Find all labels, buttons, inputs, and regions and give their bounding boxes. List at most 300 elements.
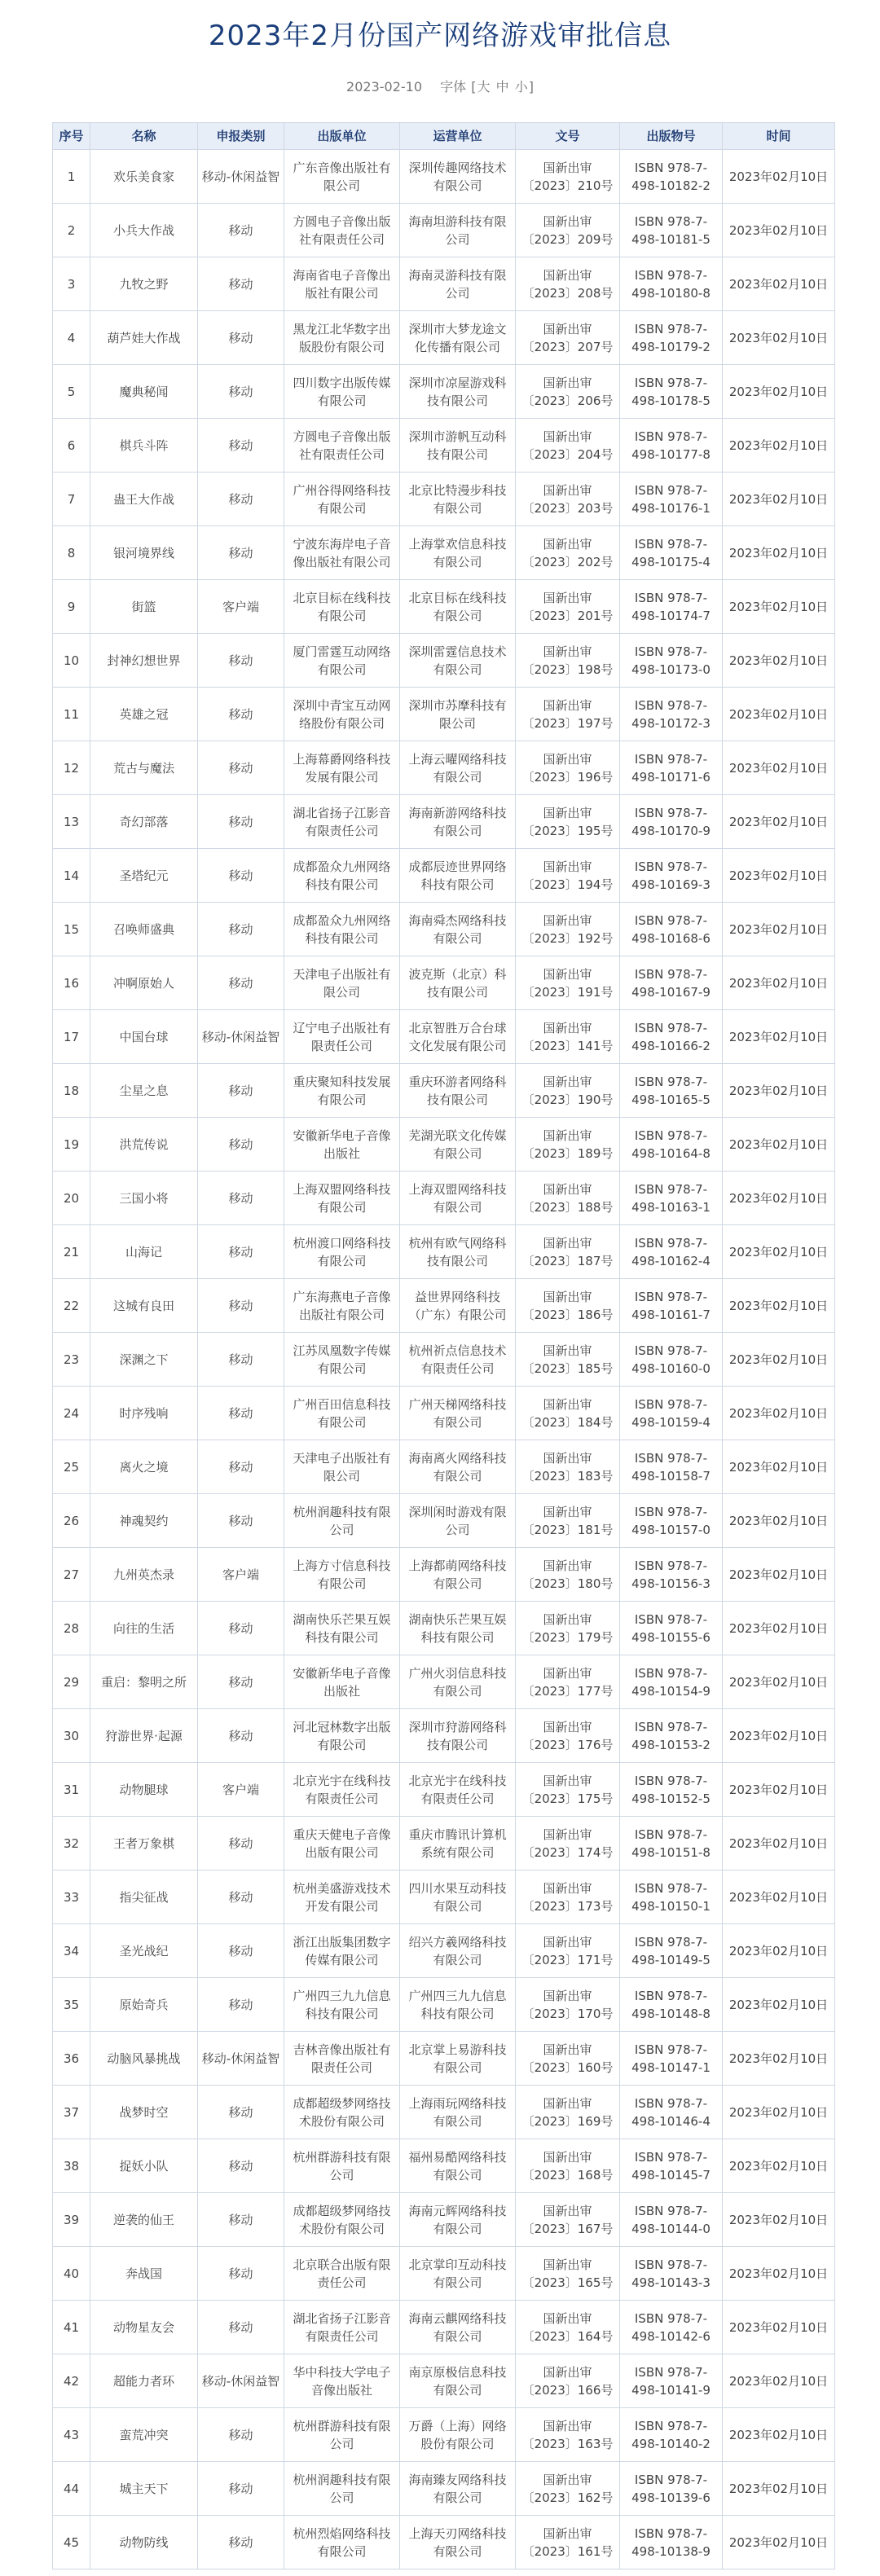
cell-doc-number: 国新出审〔2023〕176号	[516, 1709, 620, 1763]
cell-publisher: 方圆电子音像出版社有限责任公司	[284, 419, 400, 473]
cell-date: 2023年02月10日	[723, 2462, 835, 2516]
cell-category: 移动	[198, 2462, 284, 2516]
table-row	[53, 1279, 835, 1333]
cell-isbn: ISBN 978-7-498-10155-6	[620, 1602, 723, 1655]
col-header-category: 申报类别	[198, 123, 284, 150]
table-row	[53, 2301, 835, 2354]
cell-index: 16	[53, 956, 90, 1010]
cell-category: 移动	[198, 2516, 284, 2569]
cell-name: 重启：黎明之所	[90, 1655, 198, 1709]
cell-name: 小兵大作战	[90, 204, 198, 257]
cell-category: 移动	[198, 849, 284, 903]
cell-doc-number: 国新出审〔2023〕166号	[516, 2354, 620, 2408]
cell-operator: 波克斯（北京）科技有限公司	[400, 956, 516, 1010]
page-title: 2023年2月份国产网络游戏审批信息	[208, 20, 672, 52]
cell-name: 欢乐美食家	[90, 150, 198, 204]
table-row	[53, 1387, 835, 1440]
cell-doc-number: 国新出审〔2023〕186号	[516, 1279, 620, 1333]
cell-publisher: 浙江出版集团数字传媒有限公司	[284, 1924, 400, 1978]
cell-name: 逆袭的仙王	[90, 2193, 198, 2247]
cell-date: 2023年02月10日	[723, 473, 835, 526]
cell-doc-number: 国新出审〔2023〕165号	[516, 2247, 620, 2301]
cell-doc-number: 国新出审〔2023〕162号	[516, 2462, 620, 2516]
cell-category: 移动	[198, 204, 284, 257]
cell-doc-number: 国新出审〔2023〕190号	[516, 1064, 620, 1118]
cell-doc-number: 国新出审〔2023〕183号	[516, 1440, 620, 1494]
cell-isbn: ISBN 978-7-498-10182-2	[620, 150, 723, 204]
cell-publisher: 黑龙江北华数字出版股份有限公司	[284, 311, 400, 365]
cell-name: 战梦时空	[90, 2086, 198, 2139]
cell-date: 2023年02月10日	[723, 903, 835, 956]
cell-isbn: ISBN 978-7-498-10170-9	[620, 795, 723, 849]
cell-operator: 深圳传趣网络技术有限公司	[400, 150, 516, 204]
cell-publisher: 上海双盟网络科技有限公司	[284, 1172, 400, 1225]
cell-category: 移动	[198, 473, 284, 526]
cell-doc-number: 国新出审〔2023〕174号	[516, 1817, 620, 1870]
table-row	[53, 1709, 835, 1763]
cell-publisher: 河北冠林数字出版有限公司	[284, 1709, 400, 1763]
cell-isbn: ISBN 978-7-498-10153-2	[620, 1709, 723, 1763]
cell-doc-number: 国新出审〔2023〕192号	[516, 903, 620, 956]
col-header-name: 名称	[90, 123, 198, 150]
table-row	[53, 1064, 835, 1118]
cell-category: 移动-休闲益智	[198, 2032, 284, 2086]
approval-table	[52, 122, 835, 2569]
cell-index: 27	[53, 1548, 90, 1602]
cell-index: 20	[53, 1172, 90, 1225]
cell-publisher: 方圆电子音像出版社有限责任公司	[284, 204, 400, 257]
cell-publisher: 成都盈众九州网络科技有限公司	[284, 849, 400, 903]
table-row	[53, 634, 835, 688]
cell-operator: 上海云曜网络科技有限公司	[400, 741, 516, 795]
cell-index: 44	[53, 2462, 90, 2516]
cell-publisher: 吉林音像出版社有限责任公司	[284, 2032, 400, 2086]
cell-isbn: ISBN 978-7-498-10176-1	[620, 473, 723, 526]
cell-doc-number: 国新出审〔2023〕181号	[516, 1494, 620, 1548]
cell-date: 2023年02月10日	[723, 1763, 835, 1817]
cell-index: 4	[53, 311, 90, 365]
cell-date: 2023年02月10日	[723, 1279, 835, 1333]
table-row	[53, 419, 835, 473]
cell-publisher: 宁波东海岸电子音像出版社有限公司	[284, 526, 400, 580]
cell-name: 银河境界线	[90, 526, 198, 580]
cell-category: 移动	[198, 1118, 284, 1172]
cell-isbn: ISBN 978-7-498-10178-5	[620, 365, 723, 419]
cell-category: 移动-休闲益智	[198, 1010, 284, 1064]
cell-operator: 北京掌印互动科技有限公司	[400, 2247, 516, 2301]
font-size-large-button[interactable]: 大	[477, 79, 491, 95]
cell-name: 神魂契约	[90, 1494, 198, 1548]
table-header-row	[53, 123, 835, 150]
table-row	[53, 2354, 835, 2408]
cell-category: 移动	[198, 1279, 284, 1333]
cell-publisher: 广州四三九九信息科技有限公司	[284, 1978, 400, 2032]
cell-date: 2023年02月10日	[723, 2408, 835, 2462]
cell-date: 2023年02月10日	[723, 849, 835, 903]
cell-isbn: ISBN 978-7-498-10161-7	[620, 1279, 723, 1333]
cell-category: 移动	[198, 2193, 284, 2247]
cell-date: 2023年02月10日	[723, 1387, 835, 1440]
cell-date: 2023年02月10日	[723, 1709, 835, 1763]
cell-isbn: ISBN 978-7-498-10172-3	[620, 688, 723, 741]
font-size-control: 字体 [大 中 小]	[440, 79, 534, 95]
cell-operator: 重庆环游者网络科技有限公司	[400, 1064, 516, 1118]
cell-date: 2023年02月10日	[723, 1010, 835, 1064]
cell-name: 指尖征战	[90, 1870, 198, 1924]
cell-publisher: 杭州烈焰网络科技有限公司	[284, 2516, 400, 2569]
cell-isbn: ISBN 978-7-498-10173-0	[620, 634, 723, 688]
cell-index: 32	[53, 1817, 90, 1870]
cell-name: 王者万象棋	[90, 1817, 198, 1870]
cell-isbn: ISBN 978-7-498-10179-2	[620, 311, 723, 365]
cell-doc-number: 国新出审〔2023〕206号	[516, 365, 620, 419]
cell-isbn: ISBN 978-7-498-10165-5	[620, 1064, 723, 1118]
cell-isbn: ISBN 978-7-498-10156-3	[620, 1548, 723, 1602]
cell-name: 捉妖小队	[90, 2139, 198, 2193]
cell-index: 9	[53, 580, 90, 634]
cell-publisher: 湖北省扬子江影音有限责任公司	[284, 795, 400, 849]
font-size-medium-button[interactable]: 中	[495, 79, 509, 95]
cell-isbn: ISBN 978-7-498-10141-9	[620, 2354, 723, 2408]
table-row	[53, 795, 835, 849]
cell-index: 40	[53, 2247, 90, 2301]
cell-isbn: ISBN 978-7-498-10177-8	[620, 419, 723, 473]
cell-isbn: ISBN 978-7-498-10175-4	[620, 526, 723, 580]
table-row	[53, 1333, 835, 1387]
cell-operator: 上海双盟网络科技有限公司	[400, 1172, 516, 1225]
cell-operator: 北京智胜万合台球文化发展有限公司	[400, 1010, 516, 1064]
cell-doc-number: 国新出审〔2023〕167号	[516, 2193, 620, 2247]
cell-date: 2023年02月10日	[723, 1494, 835, 1548]
cell-doc-number: 国新出审〔2023〕198号	[516, 634, 620, 688]
cell-operator: 重庆市腾讯计算机系统有限公司	[400, 1817, 516, 1870]
cell-date: 2023年02月10日	[723, 2032, 835, 2086]
cell-category: 移动	[198, 1440, 284, 1494]
table-row	[53, 2462, 835, 2516]
cell-name: 葫芦娃大作战	[90, 311, 198, 365]
cell-date: 2023年02月10日	[723, 311, 835, 365]
cell-index: 15	[53, 903, 90, 956]
col-header-date: 时间	[723, 123, 835, 150]
cell-operator: 深圳市凉屋游戏科技有限公司	[400, 365, 516, 419]
col-header-isbn: 出版物号	[620, 123, 723, 150]
cell-category: 移动	[198, 1870, 284, 1924]
cell-index: 34	[53, 1924, 90, 1978]
cell-operator: 南京原极信息科技有限公司	[400, 2354, 516, 2408]
cell-index: 3	[53, 257, 90, 311]
cell-index: 19	[53, 1118, 90, 1172]
cell-doc-number: 国新出审〔2023〕202号	[516, 526, 620, 580]
cell-operator: 上海雨玩网络科技有限公司	[400, 2086, 516, 2139]
cell-isbn: ISBN 978-7-498-10143-3	[620, 2247, 723, 2301]
cell-name: 封神幻想世界	[90, 634, 198, 688]
cell-category: 移动	[198, 2301, 284, 2354]
cell-publisher: 广州百田信息科技有限公司	[284, 1387, 400, 1440]
cell-category: 客户端	[198, 1763, 284, 1817]
cell-date: 2023年02月10日	[723, 204, 835, 257]
cell-doc-number: 国新出审〔2023〕164号	[516, 2301, 620, 2354]
cell-index: 2	[53, 204, 90, 257]
table-row	[53, 204, 835, 257]
cell-operator: 上海掌欢信息科技有限公司	[400, 526, 516, 580]
cell-operator: 北京掌上易游科技有限公司	[400, 2032, 516, 2086]
cell-name: 蛮荒冲突	[90, 2408, 198, 2462]
cell-doc-number: 国新出审〔2023〕177号	[516, 1655, 620, 1709]
cell-date: 2023年02月10日	[723, 1870, 835, 1924]
cell-isbn: ISBN 978-7-498-10146-4	[620, 2086, 723, 2139]
cell-doc-number: 国新出审〔2023〕179号	[516, 1602, 620, 1655]
cell-isbn: ISBN 978-7-498-10138-9	[620, 2516, 723, 2569]
cell-doc-number: 国新出审〔2023〕197号	[516, 688, 620, 741]
font-size-small-button[interactable]: 小	[514, 79, 528, 95]
table-row	[53, 2516, 835, 2569]
table-row	[53, 2193, 835, 2247]
cell-publisher: 广东海燕电子音像出版社有限公司	[284, 1279, 400, 1333]
cell-doc-number: 国新出审〔2023〕208号	[516, 257, 620, 311]
cell-doc-number: 国新出审〔2023〕204号	[516, 419, 620, 473]
cell-date: 2023年02月10日	[723, 1817, 835, 1870]
cell-operator: 深圳雷霆信息技术有限公司	[400, 634, 516, 688]
cell-name: 九州英杰录	[90, 1548, 198, 1602]
cell-name: 棋兵斗阵	[90, 419, 198, 473]
approval-table-container	[52, 122, 834, 2569]
cell-name: 离火之境	[90, 1440, 198, 1494]
cell-publisher: 广东音像出版社有限公司	[284, 150, 400, 204]
cell-operator: 福州易酷网络科技有限公司	[400, 2139, 516, 2193]
table-row	[53, 1817, 835, 1870]
cell-category: 移动-休闲益智	[198, 2354, 284, 2408]
table-row	[53, 688, 835, 741]
cell-date: 2023年02月10日	[723, 634, 835, 688]
table-row	[53, 311, 835, 365]
cell-isbn: ISBN 978-7-498-10174-7	[620, 580, 723, 634]
cell-category: 移动	[198, 1924, 284, 1978]
cell-name: 这城有良田	[90, 1279, 198, 1333]
cell-doc-number: 国新出审〔2023〕168号	[516, 2139, 620, 2193]
cell-index: 8	[53, 526, 90, 580]
cell-date: 2023年02月10日	[723, 741, 835, 795]
cell-name: 魔典秘闻	[90, 365, 198, 419]
cell-publisher: 四川数字出版传媒有限公司	[284, 365, 400, 419]
cell-isbn: ISBN 978-7-498-10145-7	[620, 2139, 723, 2193]
cell-index: 39	[53, 2193, 90, 2247]
cell-date: 2023年02月10日	[723, 956, 835, 1010]
cell-operator: 北京目标在线科技有限公司	[400, 580, 516, 634]
cell-index: 45	[53, 2516, 90, 2569]
cell-date: 2023年02月10日	[723, 2086, 835, 2139]
cell-publisher: 杭州渡口网络科技有限公司	[284, 1225, 400, 1279]
cell-name: 向往的生活	[90, 1602, 198, 1655]
cell-publisher: 杭州群游科技有限公司	[284, 2139, 400, 2193]
cell-category: 客户端	[198, 1548, 284, 1602]
cell-doc-number: 国新出审〔2023〕210号	[516, 150, 620, 204]
cell-isbn: ISBN 978-7-498-10149-5	[620, 1924, 723, 1978]
cell-name: 原始奇兵	[90, 1978, 198, 2032]
cell-operator: 深圳市狩游网络科技有限公司	[400, 1709, 516, 1763]
cell-date: 2023年02月10日	[723, 795, 835, 849]
table-row	[53, 365, 835, 419]
cell-category: 移动	[198, 741, 284, 795]
table-row	[53, 1763, 835, 1817]
cell-doc-number: 国新出审〔2023〕207号	[516, 311, 620, 365]
cell-date: 2023年02月10日	[723, 1064, 835, 1118]
cell-isbn: ISBN 978-7-498-10158-7	[620, 1440, 723, 1494]
cell-category: 移动	[198, 2247, 284, 2301]
cell-doc-number: 国新出审〔2023〕180号	[516, 1548, 620, 1602]
cell-operator: 深圳市苏摩科技有限公司	[400, 688, 516, 741]
cell-name: 狩游世界·起源	[90, 1709, 198, 1763]
cell-category: 移动	[198, 1602, 284, 1655]
cell-index: 10	[53, 634, 90, 688]
table-row	[53, 526, 835, 580]
cell-name: 超能力者环	[90, 2354, 198, 2408]
cell-category: 移动	[198, 2139, 284, 2193]
cell-index: 13	[53, 795, 90, 849]
cell-isbn: ISBN 978-7-498-10166-2	[620, 1010, 723, 1064]
cell-publisher: 重庆聚知科技发展有限公司	[284, 1064, 400, 1118]
cell-date: 2023年02月10日	[723, 365, 835, 419]
cell-publisher: 上海幕爵网络科技发展有限公司	[284, 741, 400, 795]
cell-publisher: 辽宁电子出版社有限责任公司	[284, 1010, 400, 1064]
cell-name: 山海记	[90, 1225, 198, 1279]
cell-name: 奇幻部落	[90, 795, 198, 849]
cell-doc-number: 国新出审〔2023〕188号	[516, 1172, 620, 1225]
cell-index: 22	[53, 1279, 90, 1333]
cell-doc-number: 国新出审〔2023〕187号	[516, 1225, 620, 1279]
cell-name: 荒古与魔法	[90, 741, 198, 795]
cell-publisher: 北京联合出版有限责任公司	[284, 2247, 400, 2301]
cell-doc-number: 国新出审〔2023〕203号	[516, 473, 620, 526]
cell-isbn: ISBN 978-7-498-10147-1	[620, 2032, 723, 2086]
cell-publisher: 成都盈众九州网络科技有限公司	[284, 903, 400, 956]
cell-name: 深渊之下	[90, 1333, 198, 1387]
cell-index: 28	[53, 1602, 90, 1655]
cell-publisher: 杭州润趣科技有限公司	[284, 2462, 400, 2516]
cell-doc-number: 国新出审〔2023〕196号	[516, 741, 620, 795]
cell-name: 洪荒传说	[90, 1118, 198, 1172]
cell-operator: 北京比特漫步科技有限公司	[400, 473, 516, 526]
cell-doc-number: 国新出审〔2023〕209号	[516, 204, 620, 257]
cell-isbn: ISBN 978-7-498-10169-3	[620, 849, 723, 903]
cell-operator: 深圳闲时游戏有限公司	[400, 1494, 516, 1548]
cell-publisher: 深圳中青宝互动网络股份有限公司	[284, 688, 400, 741]
cell-name: 时序残响	[90, 1387, 198, 1440]
table-row	[53, 1602, 835, 1655]
table-row	[53, 849, 835, 903]
cell-isbn: ISBN 978-7-498-10142-6	[620, 2301, 723, 2354]
cell-category: 移动	[198, 956, 284, 1010]
cell-index: 36	[53, 2032, 90, 2086]
cell-date: 2023年02月10日	[723, 2193, 835, 2247]
cell-publisher: 厦门雷霆互动网络有限公司	[284, 634, 400, 688]
cell-publisher: 杭州润趣科技有限公司	[284, 1494, 400, 1548]
cell-doc-number: 国新出审〔2023〕201号	[516, 580, 620, 634]
cell-index: 43	[53, 2408, 90, 2462]
cell-category: 移动	[198, 1655, 284, 1709]
cell-operator: 广州四三九九信息科技有限公司	[400, 1978, 516, 2032]
cell-date: 2023年02月10日	[723, 1978, 835, 2032]
cell-publisher: 成都超级梦网络技术股份有限公司	[284, 2193, 400, 2247]
cell-operator: 海南云麒网络科技有限公司	[400, 2301, 516, 2354]
cell-operator: 四川水果互动科技有限公司	[400, 1870, 516, 1924]
cell-isbn: ISBN 978-7-498-10160-0	[620, 1333, 723, 1387]
col-header-index: 序号	[53, 123, 90, 150]
table-row	[53, 2408, 835, 2462]
cell-operator: 广州火羽信息科技有限公司	[400, 1655, 516, 1709]
cell-index: 5	[53, 365, 90, 419]
table-row	[53, 1440, 835, 1494]
cell-operator: 杭州有欧气网络科技有限公司	[400, 1225, 516, 1279]
cell-doc-number: 国新出审〔2023〕195号	[516, 795, 620, 849]
cell-date: 2023年02月10日	[723, 2354, 835, 2408]
cell-isbn: ISBN 978-7-498-10164-8	[620, 1118, 723, 1172]
cell-isbn: ISBN 978-7-498-10159-4	[620, 1387, 723, 1440]
cell-index: 41	[53, 2301, 90, 2354]
table-row	[53, 1548, 835, 1602]
cell-isbn: ISBN 978-7-498-10151-8	[620, 1817, 723, 1870]
cell-index: 30	[53, 1709, 90, 1763]
cell-category: 移动	[198, 1709, 284, 1763]
cell-index: 29	[53, 1655, 90, 1709]
cell-isbn: ISBN 978-7-498-10139-6	[620, 2462, 723, 2516]
table-row	[53, 741, 835, 795]
cell-index: 23	[53, 1333, 90, 1387]
cell-isbn: ISBN 978-7-498-10140-2	[620, 2408, 723, 2462]
cell-date: 2023年02月10日	[723, 257, 835, 311]
cell-name: 动脑风暴挑战	[90, 2032, 198, 2086]
cell-operator: 上海天刃网络科技有限公司	[400, 2516, 516, 2569]
cell-name: 城主天下	[90, 2462, 198, 2516]
table-row	[53, 1172, 835, 1225]
cell-publisher: 安徽新华电子音像出版社	[284, 1118, 400, 1172]
cell-publisher: 安徽新华电子音像出版社	[284, 1655, 400, 1709]
cell-operator: 上海都萌网络科技有限公司	[400, 1548, 516, 1602]
cell-date: 2023年02月10日	[723, 1172, 835, 1225]
publish-date: 2023-02-10	[346, 79, 423, 95]
cell-isbn: ISBN 978-7-498-10144-0	[620, 2193, 723, 2247]
cell-isbn: ISBN 978-7-498-10152-5	[620, 1763, 723, 1817]
cell-name: 奔战国	[90, 2247, 198, 2301]
cell-operator: 芜湖光联文化传媒有限公司	[400, 1118, 516, 1172]
cell-category: 移动	[198, 1494, 284, 1548]
cell-isbn: ISBN 978-7-498-10180-8	[620, 257, 723, 311]
cell-date: 2023年02月10日	[723, 2247, 835, 2301]
cell-category: 客户端	[198, 580, 284, 634]
table-row	[53, 2032, 835, 2086]
cell-category: 移动	[198, 2408, 284, 2462]
cell-category: 移动	[198, 526, 284, 580]
cell-name: 圣塔纪元	[90, 849, 198, 903]
cell-isbn: ISBN 978-7-498-10168-6	[620, 903, 723, 956]
cell-publisher: 湖南快乐芒果互娱科技有限公司	[284, 1602, 400, 1655]
cell-operator: 海南离火网络科技有限公司	[400, 1440, 516, 1494]
cell-operator: 湖南快乐芒果互娱科技有限公司	[400, 1602, 516, 1655]
cell-index: 18	[53, 1064, 90, 1118]
cell-isbn: ISBN 978-7-498-10171-6	[620, 741, 723, 795]
cell-index: 31	[53, 1763, 90, 1817]
table-row	[53, 473, 835, 526]
table-row	[53, 2247, 835, 2301]
article-meta	[0, 77, 880, 99]
cell-isbn: ISBN 978-7-498-10148-8	[620, 1978, 723, 2032]
cell-category: 移动	[198, 903, 284, 956]
cell-isbn: ISBN 978-7-498-10154-9	[620, 1655, 723, 1709]
cell-category: 移动-休闲益智	[198, 150, 284, 204]
cell-operator: 海南坦游科技有限公司	[400, 204, 516, 257]
cell-category: 移动	[198, 795, 284, 849]
cell-date: 2023年02月10日	[723, 1440, 835, 1494]
font-size-label: 字体	[440, 79, 467, 95]
